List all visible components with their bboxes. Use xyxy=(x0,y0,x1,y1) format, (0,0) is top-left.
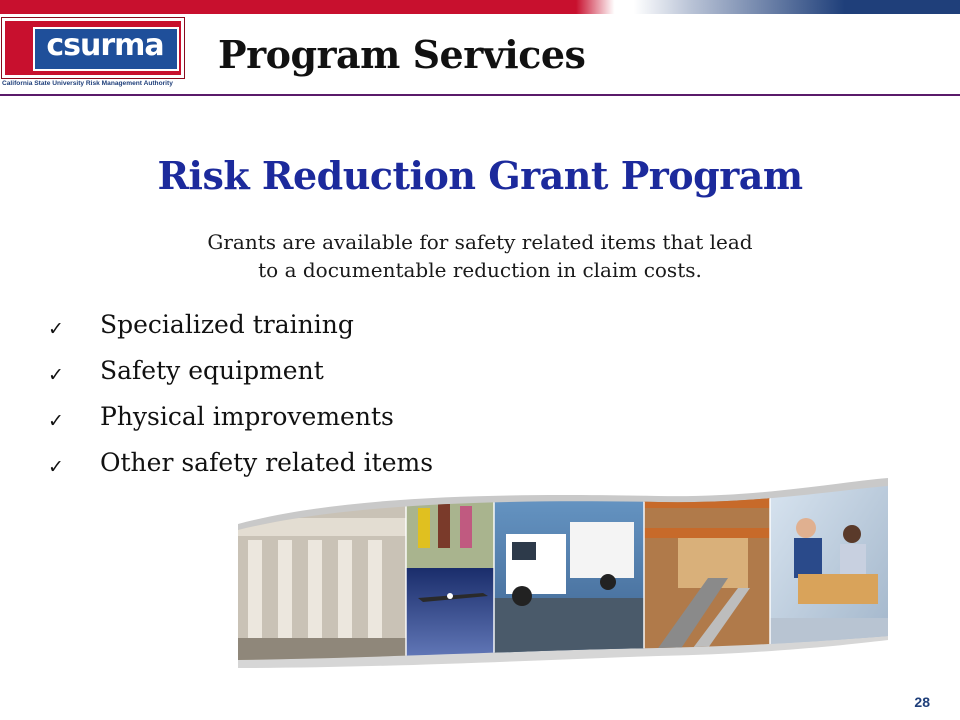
header-divider xyxy=(0,94,960,96)
subtitle-line-1: Grants are available for safety related items that lead xyxy=(207,230,753,254)
trucks-photo xyxy=(494,478,644,668)
csurma-logo xyxy=(2,18,202,92)
header-title: Program Services xyxy=(218,32,586,77)
checkmark-icon: ✓ xyxy=(48,364,64,386)
checkmark-icon: ✓ xyxy=(48,318,64,340)
photo-collage-banner xyxy=(238,478,890,668)
page-number: 28 xyxy=(914,694,930,710)
bullet-text: Physical improvements xyxy=(100,402,394,431)
students-photo xyxy=(406,478,494,568)
checkmark-icon: ✓ xyxy=(48,410,64,432)
slide-subtitle xyxy=(0,228,960,284)
airplane-photo xyxy=(406,568,494,668)
logo-wordmark: csurma xyxy=(46,28,164,63)
warehouse-photo xyxy=(644,478,770,668)
subtitle-line-2: to a documentable reduction in claim costs. xyxy=(258,258,702,282)
bullet-text: Other safety related items xyxy=(100,448,434,477)
top-accent-bar xyxy=(0,0,960,14)
slide-title: Risk Reduction Grant Program xyxy=(157,153,803,198)
bullet-text: Specialized training xyxy=(100,310,354,339)
bullet-text: Safety equipment xyxy=(100,356,324,385)
logo-caption: California State University Risk Management Authority xyxy=(2,80,173,87)
checkmark-icon: ✓ xyxy=(48,456,64,478)
